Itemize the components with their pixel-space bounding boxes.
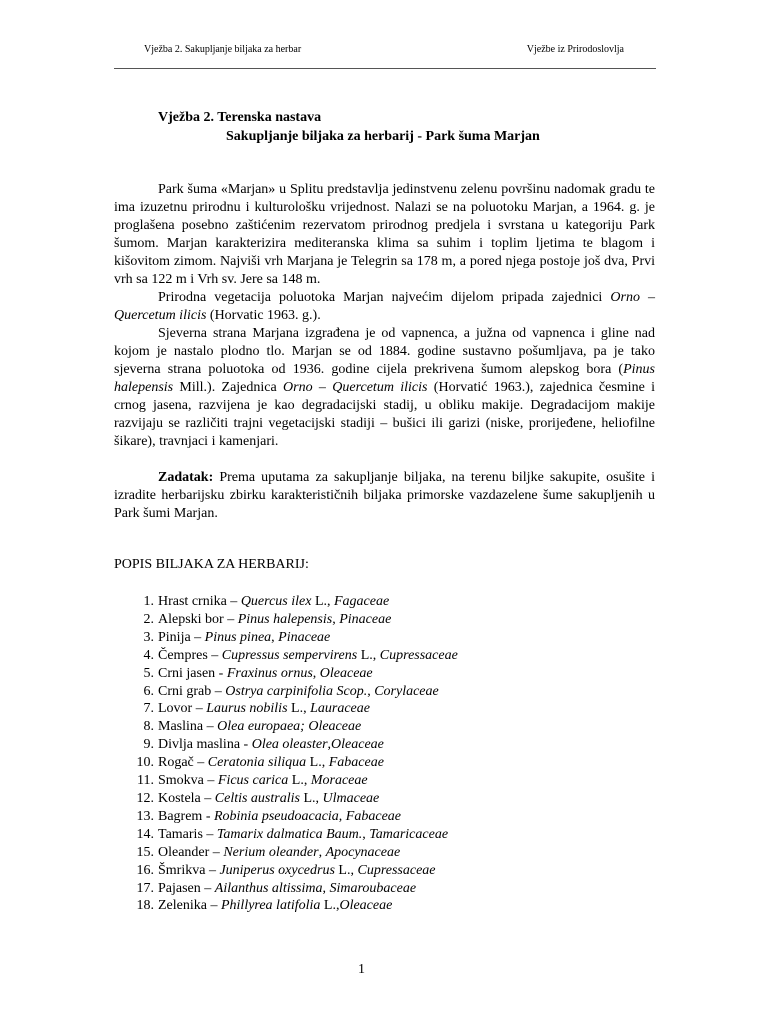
paragraph-intro: Park šuma «Marjan» u Splitu predstavlja jedinstvenu zelenu površinu nadomak gradu te ima izuzetnu prirodnu i kulturološku vrijednost. Nalazi se na poluotoku Marjan, a 1964. g. je proglašena posebno zaštićenim rezervatom prirodnog predjela i svrstana u kategoriju Park šumom. Marjan karakterizira mediteranska klima sa suhim i toplim ljetima te blagom i kišovitom zimom. Najviši vrh Marjana je Telegrin sa 178 m, a pored njega postoje još dva, Prvi vrh sa 122 m i Vrh sv. Jere sa 148 m. [114,182,655,287]
plant-list-item: 11. Smokva – Ficus carica L., Moraceae [137,773,368,789]
plant-list-item: 8. Maslina – Olea europaea; Oleaceae [143,719,362,735]
body-text [114,181,655,523]
plant-list-item: 1. Hrast crnika – Quercus ilex L., Fagaceae [143,594,390,609]
paragraph-task: Zadatak: Prema uputama za sakupljanje biljaka, na terenu biljke sakupite, osušite i izradite herbarijsku zbirku karakterističnih biljaka primorske vazdazelene šume sakupljenih u Park šumi Marjan. [114,470,655,521]
header-left-text: Vježba 2. Sakupljanje biljaka za herbar [144,44,302,55]
paragraph-geology: Sjeverna strana Marjana izgrađena je od vapnenca, a južna od vapnenca i gline nad kojom je nastalo plodno tlo. Marjan se od 1884. godine sustavno pošumljava, pa je tako sjeverna strana poluotoka od 1936. godine cijela prekrivena šumom alepskog bora (Pinus halepensis Mill.). Zajednica Orno – Quercetum ilicis (Horvatić 1963.), zajednica česmine i crnog jasena, razvijena je kao degradacijski stadij, u obliku makije. Degradacijom makije razvijaju se različiti trajni vegetacijski stadiji – bušici ili garizi (niske, prorijeđene, heliofilne šikare), travnjaci i kamenjari. [114,326,656,449]
exercise-subtitle: Sakupljanje biljaka za herbarij - Park šuma Marjan [226,129,540,144]
plant-list-item: 4. Čempres – Cupressus sempervirens L., Cupressaceae [143,647,458,663]
plant-list-item: 6. Crni grab – Ostrya carpinifolia Scop., Corylaceae [143,683,439,699]
plant-list-item: 3. Pinija – Pinus pinea, Pinaceae [143,629,331,645]
plant-list-item: 9. Divlja maslina - Olea oleaster,Oleaceae [143,737,384,753]
plant-list-item: 15. Oleander – Nerium oleander, Apocynaceae [136,844,401,860]
plant-list-item: 7. Lovor – Laurus nobilis L., Lauraceae [143,701,370,717]
task-label: Zadatak: [158,470,214,485]
plant-list-item: 5. Crni jasen - Fraxinus ornus, Oleaceae [143,665,373,681]
plant-list-item: 12. Kostela – Celtis australis L., Ulmaceae [136,790,380,806]
page-number: 1 [358,962,365,977]
plant-list-item: 17. Pajasen – Ailanthus altissima, Simaroubaceae [136,880,417,896]
header-right-text: Vježbe iz Prirodoslovlja [526,44,624,55]
plant-list [114,593,458,915]
plant-list-item: 10. Rogač – Ceratonia siliqua L., Fabaceae [136,755,384,771]
plant-list-item: 14. Tamaris – Tamarix dalmatica Baum., Tamaricaceae [136,826,449,842]
exercise-title: Vježba 2. Terenska nastava [158,110,322,125]
plant-list-item: 16. Šmrikva – Juniperus oxycedrus L., Cupressaceae [136,862,436,878]
plant-list-item: 18. Zelenika – Phillyrea latifolia L.,Oleaceae [136,898,393,914]
plant-list-title: POPIS BILJAKA ZA HERBARIJ: [114,557,309,572]
page-header [114,44,656,69]
plant-list-item: 2. Alepski bor – Pinus halepensis, Pinaceae [143,611,392,627]
plant-list-item: 13. Bagrem - Robinia pseudoacacia, Fabaceae [136,808,401,824]
paragraph-vegetation: Prirodna vegetacija poluotoka Marjan najvećim dijelom pripada zajednici Orno – Quercetum ilicis (Horvatic 1963. g.). [114,290,656,323]
